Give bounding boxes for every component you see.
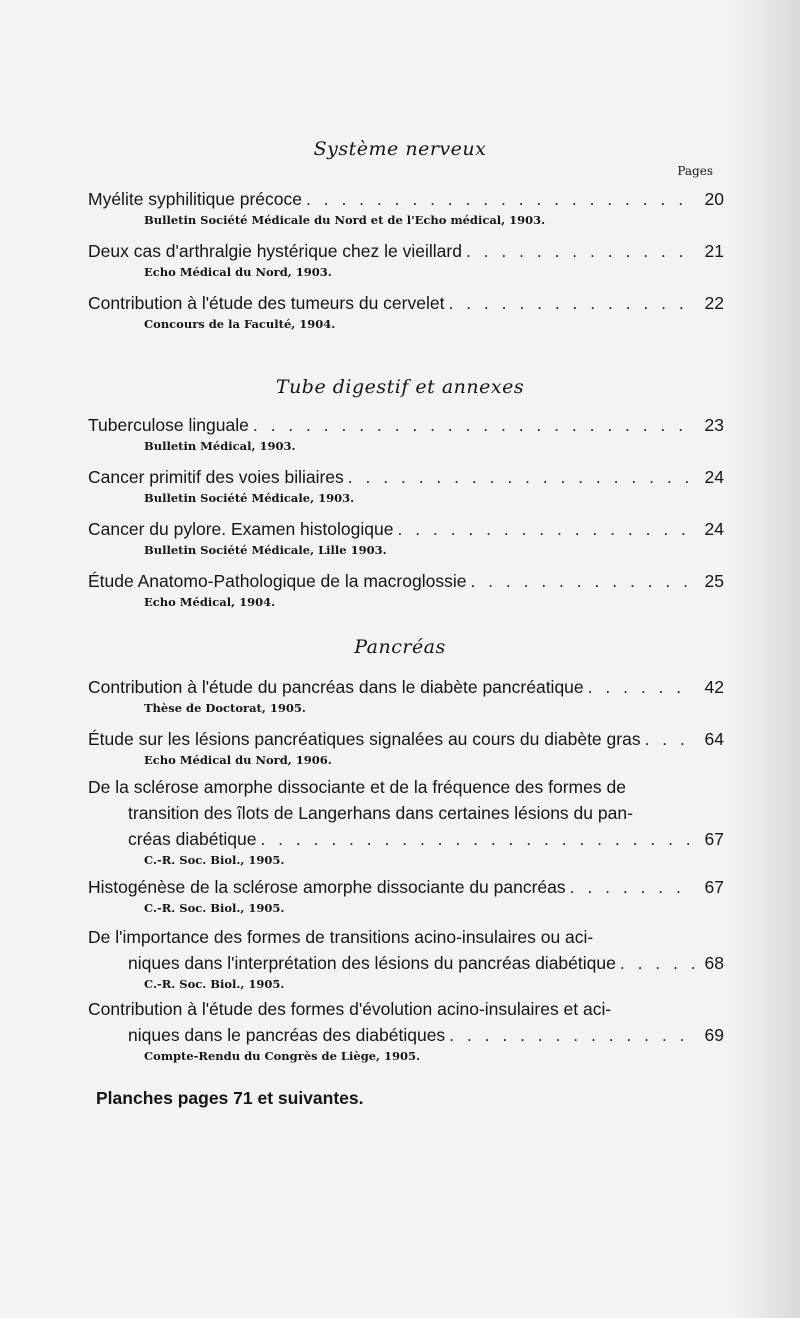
entry-title: Cancer primitif des voies biliaires bbox=[88, 467, 344, 487]
entry-page: 21 bbox=[704, 241, 724, 261]
entry-source: Concours de la Faculté, 1904. bbox=[144, 317, 336, 331]
toc-entry bbox=[88, 568, 724, 610]
toc-entry bbox=[88, 774, 724, 868]
entry-page: 68 bbox=[704, 953, 724, 973]
section-title-pancreas: Pancréas bbox=[354, 636, 446, 658]
entry-page: 25 bbox=[704, 571, 724, 591]
toc-entry bbox=[88, 464, 724, 506]
toc-entry bbox=[88, 186, 724, 228]
toc-entry bbox=[88, 924, 724, 992]
entry-source: Echo Médical du Nord, 1903. bbox=[144, 265, 332, 279]
entry-page: 67 bbox=[704, 829, 724, 849]
entry-source: C.-R. Soc. Biol., 1905. bbox=[144, 853, 285, 867]
entry-page: 24 bbox=[704, 467, 724, 487]
toc-entry bbox=[88, 726, 724, 768]
entry-page: 24 bbox=[704, 519, 724, 539]
entry-title-line2: niques dans le pancréas des diabétiques bbox=[128, 1025, 446, 1045]
toc-entry bbox=[88, 412, 724, 454]
toc-entry bbox=[88, 674, 724, 716]
entry-title: Myélite syphilitique précoce bbox=[88, 189, 302, 209]
entry-page: 67 bbox=[704, 877, 724, 897]
entry-title-line2: niques dans l'interprétation des lésions du pancréas diabétique bbox=[128, 953, 616, 973]
toc-entry bbox=[88, 238, 724, 280]
entry-source: Bulletin Société Médicale du Nord et de l'Echo médical, 1903. bbox=[144, 213, 546, 227]
toc-entry bbox=[88, 996, 724, 1064]
entry-title-line1: De la sclérose amorphe dissociante et de la fréquence des formes de bbox=[88, 777, 626, 797]
entry-page: 22 bbox=[704, 293, 724, 313]
entry-title: Cancer du pylore. Examen histologique bbox=[88, 519, 394, 539]
plates-note: Planches pages 71 et suivantes. bbox=[96, 1088, 364, 1108]
entry-page: 69 bbox=[704, 1025, 724, 1045]
entry-page: 42 bbox=[704, 677, 724, 697]
entry-title: Histogénèse de la sclérose amorphe dissociante du pancréas bbox=[88, 877, 566, 897]
entry-page: 23 bbox=[704, 415, 724, 435]
entry-source: Thèse de Doctorat, 1905. bbox=[144, 701, 306, 715]
entry-title: Étude sur les lésions pancréatiques signalées au cours du diabète gras bbox=[88, 729, 641, 749]
entry-title-line1: Contribution à l'étude des formes d'évolution acino-insulaires et aci- bbox=[88, 999, 612, 1019]
toc-entry bbox=[88, 874, 724, 916]
entry-source: C.-R. Soc. Biol., 1905. bbox=[144, 977, 285, 991]
toc-entry bbox=[88, 516, 724, 558]
section-title-tube-digestif: Tube digestif et annexes bbox=[275, 376, 525, 398]
entry-title: Deux cas d'arthralgie hystérique chez le vieillard bbox=[88, 241, 462, 261]
entry-source: Echo Médical, 1904. bbox=[144, 595, 276, 609]
toc-entry bbox=[88, 290, 724, 332]
entry-title: Étude Anatomo-Pathologique de la macroglossie bbox=[88, 571, 467, 591]
section-title-systeme-nerveux: Système nerveux bbox=[313, 138, 487, 160]
entry-title: Contribution à l'étude du pancréas dans le diabète pancréatique bbox=[88, 677, 584, 697]
entry-title: Tuberculose linguale bbox=[88, 415, 249, 435]
entry-source: Compte-Rendu du Congrès de Liège, 1905. bbox=[144, 1049, 421, 1063]
entry-source: Echo Médical du Nord, 1906. bbox=[144, 753, 332, 767]
entry-source: C.-R. Soc. Biol., 1905. bbox=[144, 901, 285, 915]
entry-title-line1: De l'importance des formes de transitions acino-insulaires ou aci- bbox=[88, 927, 594, 947]
entry-page: 20 bbox=[704, 189, 724, 209]
page-edge-shadow bbox=[730, 0, 800, 1318]
entry-page: 64 bbox=[704, 729, 724, 749]
pages-column-label: Pages bbox=[677, 164, 713, 178]
entry-source: Bulletin Société Médicale, Lille 1903. bbox=[144, 543, 387, 557]
entry-title-line3: créas diabétique bbox=[128, 829, 257, 849]
entry-source: Bulletin Société Médicale, 1903. bbox=[144, 491, 355, 505]
entry-title: Contribution à l'étude des tumeurs du cervelet bbox=[88, 293, 445, 313]
entry-source: Bulletin Médical, 1903. bbox=[144, 439, 296, 453]
entry-title-line2: transition des îlots de Langerhans dans certaines lésions du pan- bbox=[128, 803, 633, 823]
